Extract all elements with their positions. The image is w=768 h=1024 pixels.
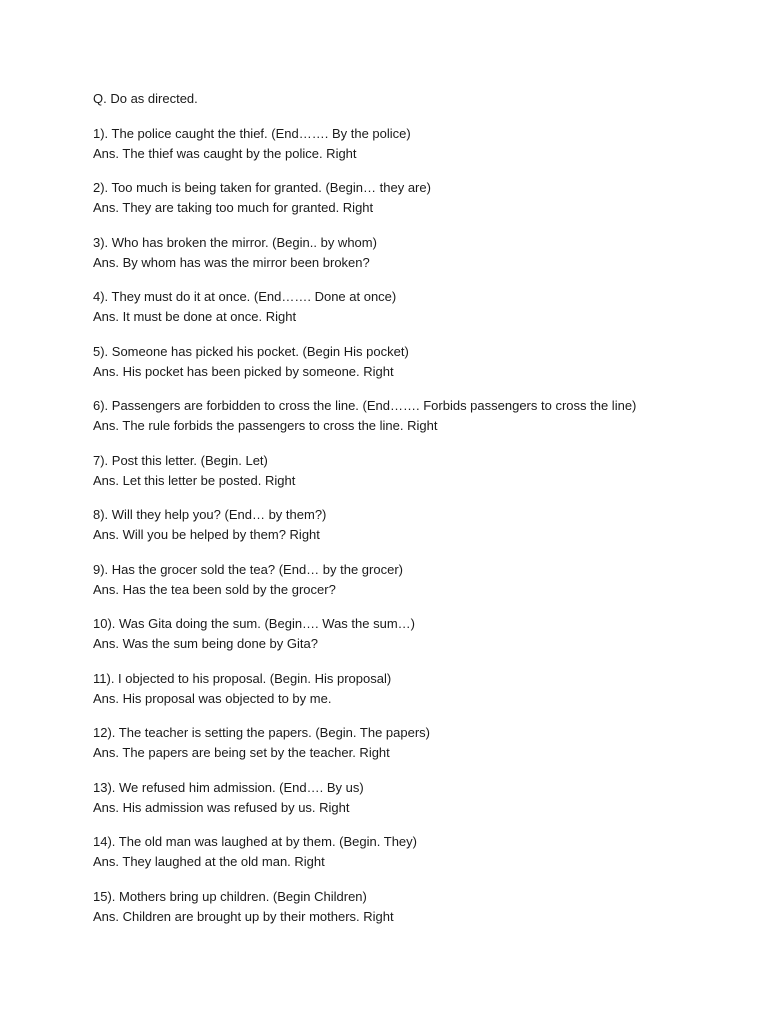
question-text: 8). Will they help you? (End… by them?) (93, 507, 327, 522)
question-text: 3). Who has broken the mirror. (Begin.. by whom) (93, 234, 377, 250)
question-text: 6). Passengers are forbidden to cross the line. (End……. Forbids passengers to cross the line) (93, 398, 637, 413)
question-text: 10). Was Gita doing the sum. (Begin…. Was the sum…) (93, 616, 415, 631)
question-text: 7). Post this letter. (Begin. Let) (93, 452, 268, 468)
question-text: 2). Too much is being taken for granted. (Begin… they are) (93, 180, 431, 195)
answer-text: Ans. They are taking too much for granted. Right (93, 200, 374, 215)
qa-item-14 (93, 832, 753, 872)
answer-text: Ans. Children are brought up by their mothers. Right (93, 908, 394, 924)
answer-text: Ans. They laughed at the old man. Right (93, 854, 325, 869)
answer-text: Ans. By whom has was the mirror been broken? (93, 254, 370, 270)
question-text: 11). I objected to his proposal. (Begin. His proposal) (93, 670, 392, 686)
qa-item-3 (93, 233, 753, 273)
question-text: 15). Mothers bring up children. (Begin Children) (93, 888, 367, 904)
qa-item-10 (93, 614, 753, 654)
answer-text: Ans. The thief was caught by the police. Right (93, 145, 357, 161)
qa-item-15 (93, 887, 753, 927)
answer-text: Ans. The rule forbids the passengers to cross the line. Right (93, 418, 438, 433)
answer-text: Ans. Let this letter be posted. Right (93, 472, 296, 488)
question-text: 4). They must do it at once. (End……. Done at once) (93, 289, 397, 304)
qa-item-2 (93, 178, 753, 218)
document-page (93, 89, 753, 941)
qa-item-8 (93, 505, 753, 545)
answer-text: Ans. His admission was refused by us. Right (93, 799, 350, 815)
page-heading: Q. Do as directed. (93, 91, 198, 106)
qa-item-9 (93, 560, 753, 600)
qa-item-4 (93, 287, 753, 327)
qa-item-7 (93, 451, 753, 491)
question-text: 12). The teacher is setting the papers. (Begin. The papers) (93, 725, 430, 740)
qa-item-13 (93, 778, 753, 818)
qa-item-12 (93, 723, 753, 763)
qa-item-11 (93, 669, 753, 709)
question-text: 1). The police caught the thief. (End……. By the police) (93, 125, 411, 141)
question-text: 13). We refused him admission. (End…. By us) (93, 779, 364, 795)
answer-text: Ans. It must be done at once. Right (93, 309, 297, 324)
question-text: 14). The old man was laughed at by them. (Begin. They) (93, 834, 417, 849)
qa-item-5 (93, 342, 753, 382)
answer-text: Ans. The papers are being set by the teacher. Right (93, 745, 390, 760)
qa-item-6 (93, 396, 753, 436)
answer-text: Ans. Has the tea been sold by the grocer? (93, 581, 336, 597)
answer-text: Ans. His proposal was objected to by me. (93, 690, 332, 706)
answer-text: Ans. Was the sum being done by Gita? (93, 636, 318, 651)
answer-text: Ans. Will you be helped by them? Right (93, 527, 320, 542)
qa-item-1 (93, 124, 753, 164)
answer-text: Ans. His pocket has been picked by someone. Right (93, 363, 394, 379)
question-text: 9). Has the grocer sold the tea? (End… by the grocer) (93, 561, 403, 577)
question-text: 5). Someone has picked his pocket. (Begin His pocket) (93, 343, 409, 359)
